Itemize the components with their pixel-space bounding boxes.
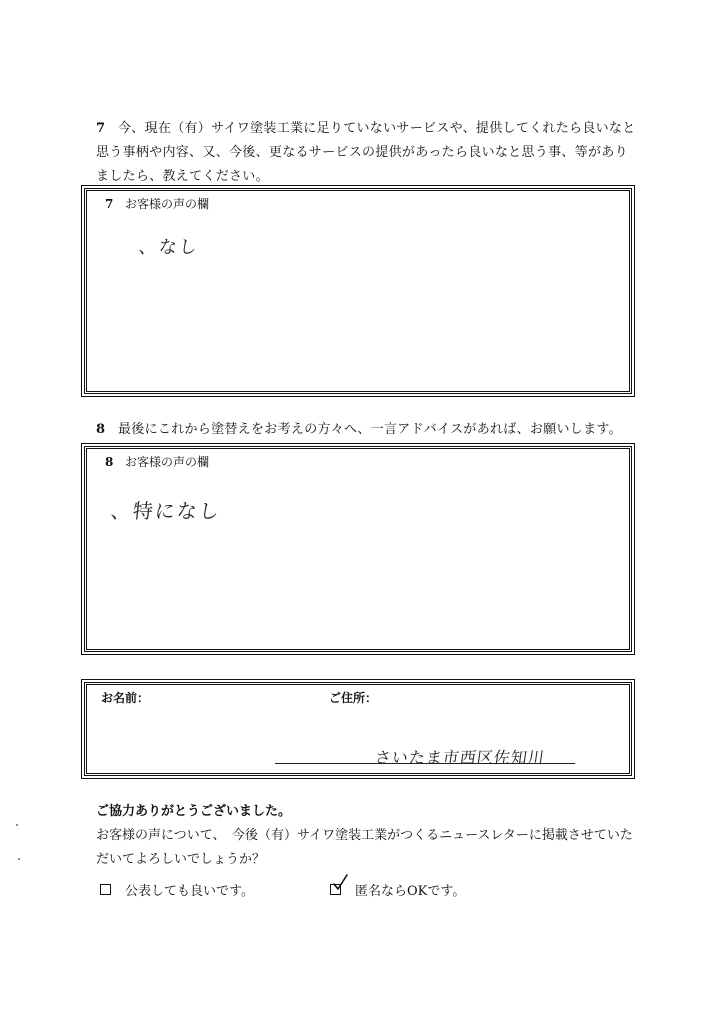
answer-box-8-title: お客様の声の欄 xyxy=(125,455,210,469)
answer-box-7-label xyxy=(105,195,209,212)
answer-box-7 xyxy=(84,188,632,394)
answer-box-7-number: 7 xyxy=(105,197,114,211)
thanks-message: ご協力ありがとうございました。 xyxy=(96,804,292,819)
question-8-text: 最後にこれから塗替えをお考えの方々へ、一言アドバイスがあれば、お願いします。 xyxy=(118,422,622,437)
answer-box-8 xyxy=(84,446,632,652)
customer-info-box xyxy=(84,682,632,776)
public-option-label: 公表しても良いです。 xyxy=(125,884,254,899)
answer-7-handwriting: 、なし xyxy=(137,237,200,258)
address-handwriting: さいたま市西区佐知川 xyxy=(373,748,547,767)
name-label: お名前： xyxy=(101,691,150,705)
answer-8-handwriting: 、特になし xyxy=(109,499,223,523)
answer-box-8-number: 8 xyxy=(105,455,114,469)
anonymous-checkbox[interactable] xyxy=(330,884,341,895)
question-8-number: 8 xyxy=(96,422,106,437)
option-anonymous[interactable] xyxy=(330,880,465,899)
address-label: ご住所： xyxy=(329,691,378,705)
question-7-number: 7 xyxy=(96,121,106,136)
anonymous-option-label: 匿名ならOKです。 xyxy=(355,884,466,899)
consent-question: お客様の声について、 今後（有）サイワ塗装工業がつくるニュースレターに掲載させていただいてよろしいでしょうか？ xyxy=(96,828,633,867)
question-8 xyxy=(96,418,636,442)
question-7 xyxy=(96,117,636,189)
option-public[interactable] xyxy=(100,880,254,899)
scan-speck xyxy=(18,858,20,860)
question-7-text: 今、現在（有）サイワ塗装工業に足りていないサービスや、提供してくれたら良いなと思う事柄や内容、又、今後、更なるサービスの提供があったら良いなと思う事、等がありましたら、教えてください。 xyxy=(96,121,636,184)
answer-box-7-title: お客様の声の欄 xyxy=(125,197,210,211)
scan-speck xyxy=(16,824,18,826)
checkmark-icon xyxy=(332,874,350,892)
public-checkbox[interactable] xyxy=(100,884,111,895)
answer-box-8-label xyxy=(105,453,209,470)
